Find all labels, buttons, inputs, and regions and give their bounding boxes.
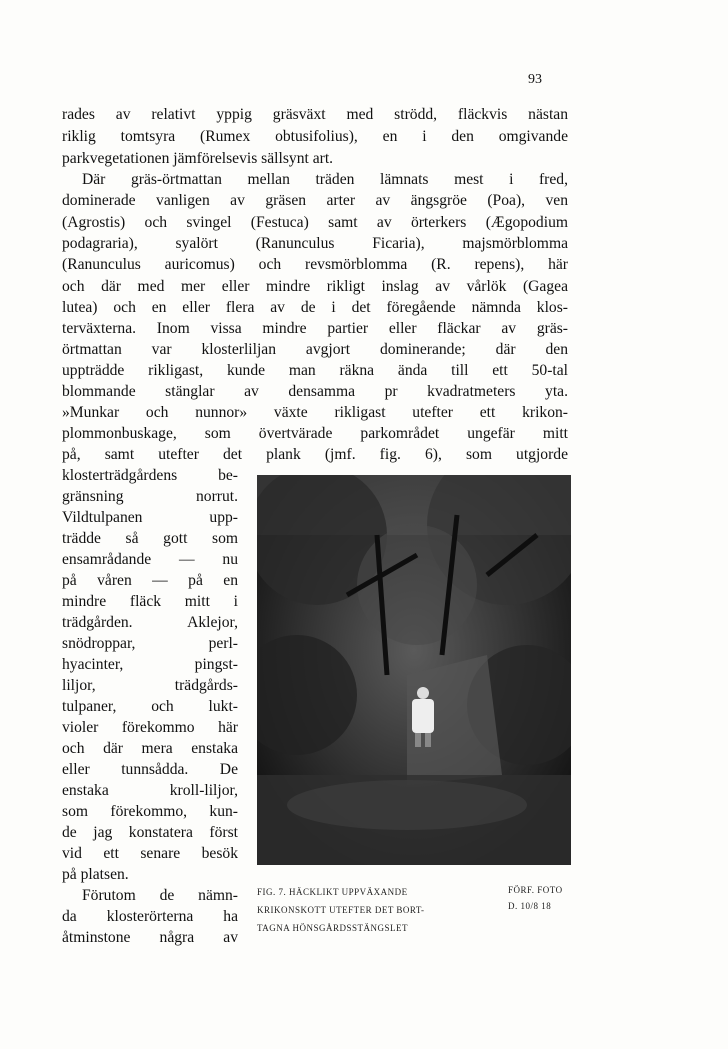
text-line: örtmattan var klosterliljan avgjort dominerande; där den xyxy=(62,341,568,358)
text-line: åtminstone några av xyxy=(62,929,238,946)
text-line: tulpaner, och lukt- xyxy=(62,698,238,715)
text-line: klosterträdgårdens be- xyxy=(62,467,238,484)
text-line: på platsen. xyxy=(62,866,129,883)
photo-date: D. 10/8 18 xyxy=(508,901,552,911)
text-line: riklig tomtsyra (Rumex obtusifolius), en i den omgivande xyxy=(62,128,568,145)
text-line: mindre fläck mitt i xyxy=(62,593,238,610)
text-line: och där mera enstaka xyxy=(62,740,238,757)
page-number: 93 xyxy=(528,72,542,87)
text-line: uppträdde rikligast, kunde man räkna ända till ett 50-tal xyxy=(62,362,568,379)
text-line: trädgården. Aklejor, xyxy=(62,614,238,631)
text-line: violer förekommo här xyxy=(62,719,238,736)
photo-credit: FÖRF. FOTO xyxy=(508,885,563,895)
text-line: enstaka kroll-liljor, xyxy=(62,782,238,799)
figure-caption: KRIKONSKOTT UTEFTER DET BORT- xyxy=(257,905,425,915)
text-line: parkvegetationen jämförelsevis sällsynt art. xyxy=(62,150,334,167)
text-line: terväxterna. Inom vissa mindre partier eller fläckar av gräs- xyxy=(62,320,568,337)
text-line: trädde så gott som xyxy=(62,530,238,547)
text-line: och där med mer eller mindre rikligt inslag av vårlök (Gagea xyxy=(62,278,568,295)
text-line: snödroppar, perl- xyxy=(62,635,238,652)
text-line: ensamrådande — nu xyxy=(62,551,238,568)
text-line: (Ranunculus auricomus) och revsmörblomma (R. repens), här xyxy=(62,256,568,273)
text-line: som förekommo, kun- xyxy=(62,803,238,820)
text-line: på, samt utefter det plank (jmf. fig. 6), som utgjorde xyxy=(62,446,568,463)
text-line: blommande stänglar av densamma pr kvadratmeters yta. xyxy=(62,383,568,400)
text-line: lutea) och en eller flera av de i det föregående nämnda klos- xyxy=(62,299,568,316)
text-line: liljor, trädgårds- xyxy=(62,677,238,694)
text-line: vid ett senare besök xyxy=(62,845,238,862)
text-line: de jag konstatera först xyxy=(62,824,238,841)
text-line: på våren — på en xyxy=(62,572,238,589)
garden-photograph xyxy=(257,475,571,865)
text-line: hyacinter, pingst- xyxy=(62,656,238,673)
text-line: (Agrostis) och svingel (Festuca) samt av örterkers (Ægopodium xyxy=(62,214,568,231)
text-line: rades av relativt yppig gräsväxt med strödd, fläckvis nästan xyxy=(62,106,568,123)
text-line: Förutom de nämn- xyxy=(82,887,238,904)
figure-caption: TAGNA HÖNSGÅRDSSTÄNGSLET xyxy=(257,923,409,933)
text-line: podagraria), syalört (Ranunculus Ficaria), majsmörblomma xyxy=(62,235,568,252)
text-line: dominerade vanligen av gräsen arter av ängsgröe (Poa), ven xyxy=(62,192,568,209)
text-line: »Munkar och nunnor» växte rikligast utefter ett krikon- xyxy=(62,404,568,421)
text-line: eller tunnsådda. De xyxy=(62,761,238,778)
figure-caption: FIG. 7. HÄCKLIKT UPPVÄXANDE xyxy=(257,887,408,897)
text-line: Där gräs-örtmattan mellan träden lämnats mest i fred, xyxy=(82,171,568,188)
text-line: da klosterörterna ha xyxy=(62,908,238,925)
text-line: gränsning norrut. xyxy=(62,488,238,505)
text-line: plommonbuskage, som övertvärade parkområdet ungefär mitt xyxy=(62,425,568,442)
text-line: Vildtulpanen upp- xyxy=(62,509,238,526)
